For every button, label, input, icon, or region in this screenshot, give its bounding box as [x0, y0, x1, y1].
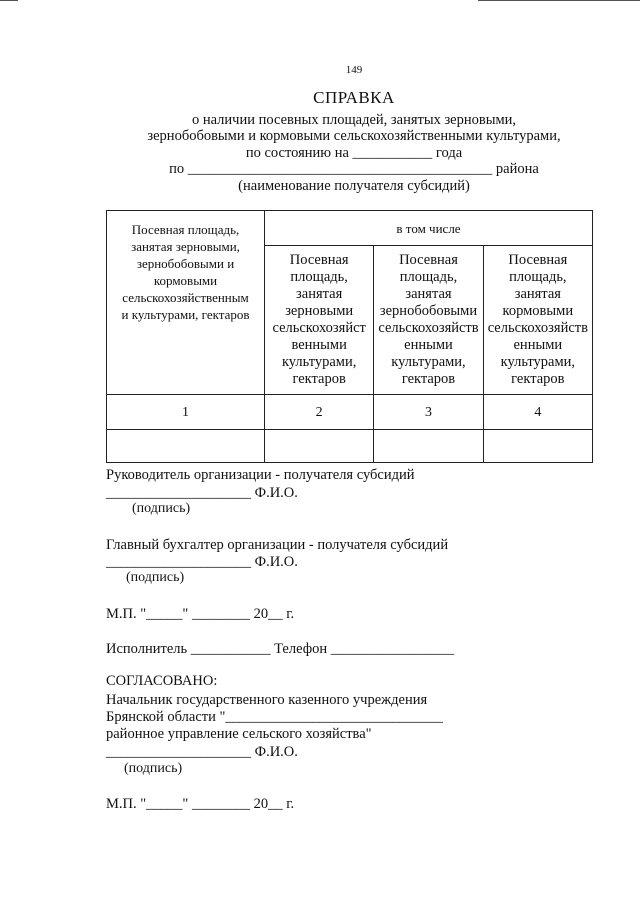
- sub-header-line: венными: [291, 337, 347, 353]
- accountant-title: Главный бухгалтер организации - получателя субсидий: [106, 537, 449, 553]
- page-number: 149: [345, 64, 363, 76]
- sub-header-grain: [265, 246, 374, 395]
- chief-signature-caption: (подпись): [124, 761, 183, 776]
- recipient-caption: (наименование получателя субсидий): [238, 178, 470, 194]
- sub-header-line: культурами,: [500, 354, 576, 370]
- chief-title-line: Брянской области "______________________________: [106, 709, 443, 725]
- col1-header-line: занятая зерновыми,: [131, 239, 240, 254]
- sub-header-line: Посевная: [508, 252, 568, 268]
- sub-header-line: занятая: [296, 286, 343, 302]
- sub-header-line: занятая: [405, 286, 452, 302]
- chief-title-line: районное управление сельского хозяйства": [106, 726, 372, 742]
- chief-signature-line: ____________________ Ф.И.О.: [106, 744, 298, 760]
- col1-header-line: и культурами, гектаров: [121, 307, 250, 322]
- col1-header-line: зернобобовыми и: [136, 256, 235, 271]
- column-number: 1: [107, 395, 265, 430]
- stamp-date-line: М.П. "_____" ________ 20__ г.: [106, 796, 295, 812]
- stamp-date-line: М.П. "_____" ________ 20__ г.: [106, 606, 295, 622]
- scan-edge-right: [478, 0, 640, 1]
- column-number: 4: [483, 395, 592, 430]
- head-signature-caption: (подпись): [132, 501, 191, 516]
- accountant-signature-caption: (подпись): [126, 570, 185, 585]
- sub-header-line: сельскохозяйст: [272, 320, 366, 336]
- district-line: по __________________________________________ района: [169, 161, 539, 177]
- sub-header-line: занятая: [514, 286, 561, 302]
- subtitle-line: о наличии посевных площадей, занятых зерновыми,: [191, 112, 517, 128]
- col1-header-line: Посевная площадь,: [131, 222, 240, 237]
- col1-header-line: кормовыми: [153, 273, 218, 288]
- sub-header-line: площадь,: [290, 269, 348, 285]
- sub-header-fodder: [483, 246, 592, 395]
- sub-header-line: гектаров: [292, 371, 346, 387]
- sub-header-line: культурами,: [391, 354, 466, 370]
- sub-header-line: енными: [513, 337, 563, 353]
- sub-header-line: гектаров: [511, 371, 565, 387]
- group-header: в том числе: [265, 211, 593, 246]
- sub-header-legumes: [374, 246, 483, 395]
- head-title: Руководитель организации - получателя субсидий: [106, 467, 415, 483]
- column-number: 2: [265, 395, 374, 430]
- sub-header-line: зернобобовыми: [379, 303, 478, 319]
- empty-data-cell[interactable]: [374, 430, 483, 463]
- col1-header-line: сельскохозяйственным: [122, 290, 249, 305]
- empty-data-cell[interactable]: [107, 430, 265, 463]
- sub-header-line: культурами,: [281, 354, 357, 370]
- sub-header-line: сельскохозяйств: [487, 320, 588, 336]
- sub-header-line: площадь,: [509, 269, 567, 285]
- executor-phone-line: Исполнитель ___________ Телефон _________________: [106, 641, 454, 657]
- sub-header-line: Посевная: [399, 252, 458, 268]
- sub-header-line: площадь,: [399, 269, 458, 285]
- empty-data-cell[interactable]: [265, 430, 374, 463]
- agreed-heading: СОГЛАСОВАНО:: [106, 673, 218, 689]
- head-signature-line: ____________________ Ф.И.О.: [106, 485, 298, 501]
- accountant-signature-line: ____________________ Ф.И.О.: [106, 554, 298, 570]
- chief-title-line: Начальник государственного казенного учреждения: [106, 692, 428, 708]
- date-line: по состоянию на ___________ года: [245, 145, 463, 161]
- sub-header-line: гектаров: [401, 371, 456, 387]
- scan-edge-left: [0, 0, 18, 1]
- empty-data-cell[interactable]: [483, 430, 592, 463]
- col1-header-cell: [107, 211, 265, 395]
- sub-header-line: кормовыми: [502, 303, 574, 319]
- document-title: СПРАВКА: [313, 88, 395, 107]
- sub-header-line: Посевная: [289, 252, 349, 268]
- sub-header-line: енными: [404, 337, 453, 353]
- sub-header-line: зерновыми: [285, 303, 354, 319]
- column-number: 3: [374, 395, 483, 430]
- subtitle-line: зернобобовыми и кормовыми сельскохозяйственными культурами,: [147, 128, 561, 144]
- sown-area-table: [106, 210, 593, 463]
- sub-header-line: сельскохозяйств: [378, 320, 479, 336]
